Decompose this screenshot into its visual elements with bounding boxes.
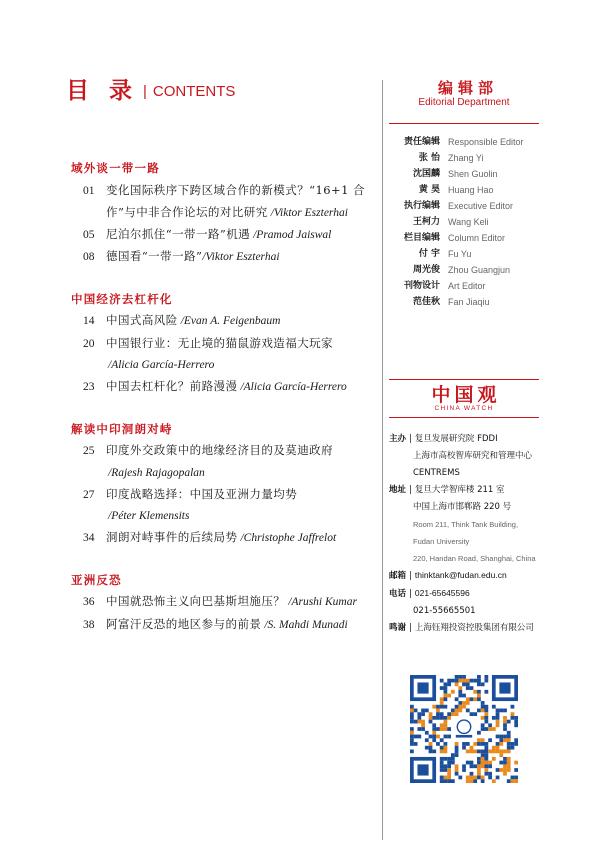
section-title: 亚洲反恐 [71,573,122,588]
brand-rule-bottom [389,417,539,418]
info-text: 复旦大学智库楼 211 室 [414,484,505,495]
staff-value: Zhou Guangjun [448,265,511,275]
staff-row [389,150,539,166]
staff-value: Executive Editor [448,201,514,211]
toc-section [71,570,376,635]
brand-name-cn: 中国观 [431,384,501,406]
info-text: 上海钰翔投资控股集团有限公司 [414,622,534,633]
page-number: 25 [83,445,95,458]
toc-item [71,614,376,636]
page-number: 27 [83,488,95,501]
article-title: 中国式高风险 [106,313,178,328]
page-number: 36 [83,596,95,609]
toc-item [71,224,376,246]
staff-label: 付 宇 [418,249,440,259]
article-author: /S. Mahdi Munadi [264,618,348,631]
info-label: 邮箱 [389,570,407,581]
article-title: 作”与中非合作论坛的对比研究 [106,204,268,219]
article-author: /Alicia García-Herrero [240,380,347,393]
staff-row [389,214,539,230]
article-title: 中国就恐怖主义向巴基斯坦施压？ [106,594,286,609]
staff-label: 沈国麟 [412,169,440,179]
staff-row [389,134,539,150]
info-address [389,482,541,499]
info-text: 021-65645596 [414,587,470,598]
toc-item-line [71,527,376,549]
article-title: 印度战略选择：中国及亚洲力量均势 [106,486,298,501]
title-separator: | [143,83,147,100]
article-title: 中国去杠杆化？前路漫漫 [106,378,238,393]
section-title: 解读中印洞朗对峙 [71,422,173,437]
staff-row [389,278,539,294]
info-address-line: Fudan University [413,536,470,546]
toc-item-line [71,506,376,527]
staff-label: 刊物设计 [403,281,440,291]
staff-row [389,166,539,182]
info-label: 电话 [389,588,407,599]
editorial-title-cn: 编辑部 [437,79,498,97]
staff-value: Art Editor [448,281,486,291]
editorial-rule [389,123,539,124]
toc-section [71,419,376,549]
toc-item [71,527,376,549]
info-label: 鸣谢 [389,622,407,633]
brand-rule-top [389,379,539,380]
toc-item-line [71,355,376,376]
toc-item [71,246,376,268]
article-author: /Viktor Eszterhai [270,206,348,219]
article-author: /Alicia García-Herrero [108,358,215,371]
page-number: 20 [83,337,95,350]
info-separator: | [409,622,412,633]
toc-item [71,591,376,613]
toc-item [71,310,376,332]
info-label: 主办 [389,433,407,444]
toc-item [71,333,376,376]
info-separator: | [409,570,412,581]
article-author: /Christophe Jaffrelot [240,532,337,545]
toc-item-line [71,246,376,268]
staff-list [389,134,539,310]
staff-row [389,246,539,262]
info-email [389,567,541,585]
toc-item-line [71,614,376,636]
staff-label: 周光俊 [412,265,440,275]
toc-item-line [71,224,376,246]
info-text: 复旦发展研究院 FDDI [414,433,498,444]
info-separator: | [409,588,412,599]
toc-item-line [71,180,376,202]
toc-item [71,440,376,483]
info-label: 地址 [389,484,407,495]
info-sponsor-line: CENTREMS [413,467,460,478]
editorial-title-en: Editorial Department [418,97,510,108]
staff-value: Huang Hao [448,185,494,195]
staff-value: Zhang Yi [448,153,484,163]
info-separator: | [409,484,412,495]
toc-item-line [71,202,376,224]
staff-value: Shen Guolin [448,169,498,179]
qr-code-icon [410,675,518,783]
staff-row [389,262,539,278]
staff-label: 执行编辑 [403,201,440,211]
staff-row [389,294,539,310]
publisher-info [389,431,541,637]
staff-label: 黄 昊 [418,185,440,195]
contents-title-en: CONTENTS [152,83,236,100]
staff-label: 栏目编辑 [403,233,440,243]
staff-label: 张 怡 [418,153,440,163]
info-separator: | [409,433,412,444]
section-title: 域外谈一带一路 [71,161,160,176]
page-number: 38 [83,618,95,631]
table-of-contents [71,158,376,635]
toc-item-line [71,333,376,355]
staff-row [389,182,539,198]
article-author: /Viktor Eszterhai [202,251,280,264]
toc-item [71,180,376,224]
toc-item-line [71,484,376,506]
toc-section [71,158,376,268]
info-sponsor [389,431,541,448]
page-number: 05 [83,228,95,241]
contents-title-cn: 目 录 [66,77,139,104]
toc-item-line [71,310,376,332]
info-sponsor-line: 上海市高校智库研究和管理中心 [413,450,533,461]
article-title: 阿富汗反恐的地区参与的前景 [106,616,262,631]
toc-item-line [71,440,376,462]
article-title: 中国银行业：无止境的猫鼠游戏造福大玩家 [106,335,334,350]
article-author: /Rajesh Rajagopalan [108,466,205,479]
article-author: /Pramod Jaiswal [253,228,332,241]
toc-item-line [71,376,376,398]
toc-section [71,289,376,398]
staff-value: Fan Jiaqiu [448,297,490,307]
staff-value: Responsible Editor [448,137,524,147]
page-number: 34 [83,532,95,545]
article-author: /Arushi Kumar [288,596,357,609]
info-text: thinktank@fudan.edu.cn [414,569,507,580]
toc-item-line [71,463,376,484]
info-phone [389,585,541,603]
staff-value: Wang Keli [448,217,489,227]
page-number: 23 [83,380,95,393]
article-title: 德国看“一带一路” [106,249,203,264]
staff-row [389,198,539,214]
staff-value: Column Editor [448,233,506,243]
article-author: /Péter Klemensits [108,509,190,522]
column-divider [382,80,383,840]
staff-row [389,230,539,246]
toc-item-line [71,591,376,613]
staff-label: 范佳秋 [412,297,440,307]
info-phone-line: 021-55665501 [413,605,476,616]
staff-label: 王柯力 [412,217,440,227]
section-title: 中国经济去杠杆化 [71,292,173,307]
article-title: 变化国际秩序下跨区域合作的新模式？“16+1 合 [106,182,365,197]
page-number: 14 [83,315,95,328]
staff-value: Fu Yu [448,249,472,259]
toc-item [71,376,376,398]
info-address-line: 220, Handan Road, Shanghai, China [413,553,536,563]
info-address-line: 中国上海市邯郸路 220 号 [413,501,512,512]
article-title: 洞朗对峙事件的后续局势 [106,530,238,545]
article-author: /Evan A. Feigenbaum [180,315,281,328]
toc-item [71,484,376,527]
contents-title-en-group [143,83,235,101]
info-address-line: Room 211, Think Tank Building, [413,519,519,529]
article-title: 印度外交政策中的地缘经济目的及莫迪政府 [106,443,334,458]
page-number: 01 [83,184,95,197]
brand-name-en: CHINA WATCH [434,405,494,412]
article-title: 尼泊尔抓住“一带一路”机遇 [106,226,251,241]
page-number: 08 [83,251,95,264]
staff-label: 责任编辑 [403,137,440,147]
info-acknowledgement [389,620,541,637]
